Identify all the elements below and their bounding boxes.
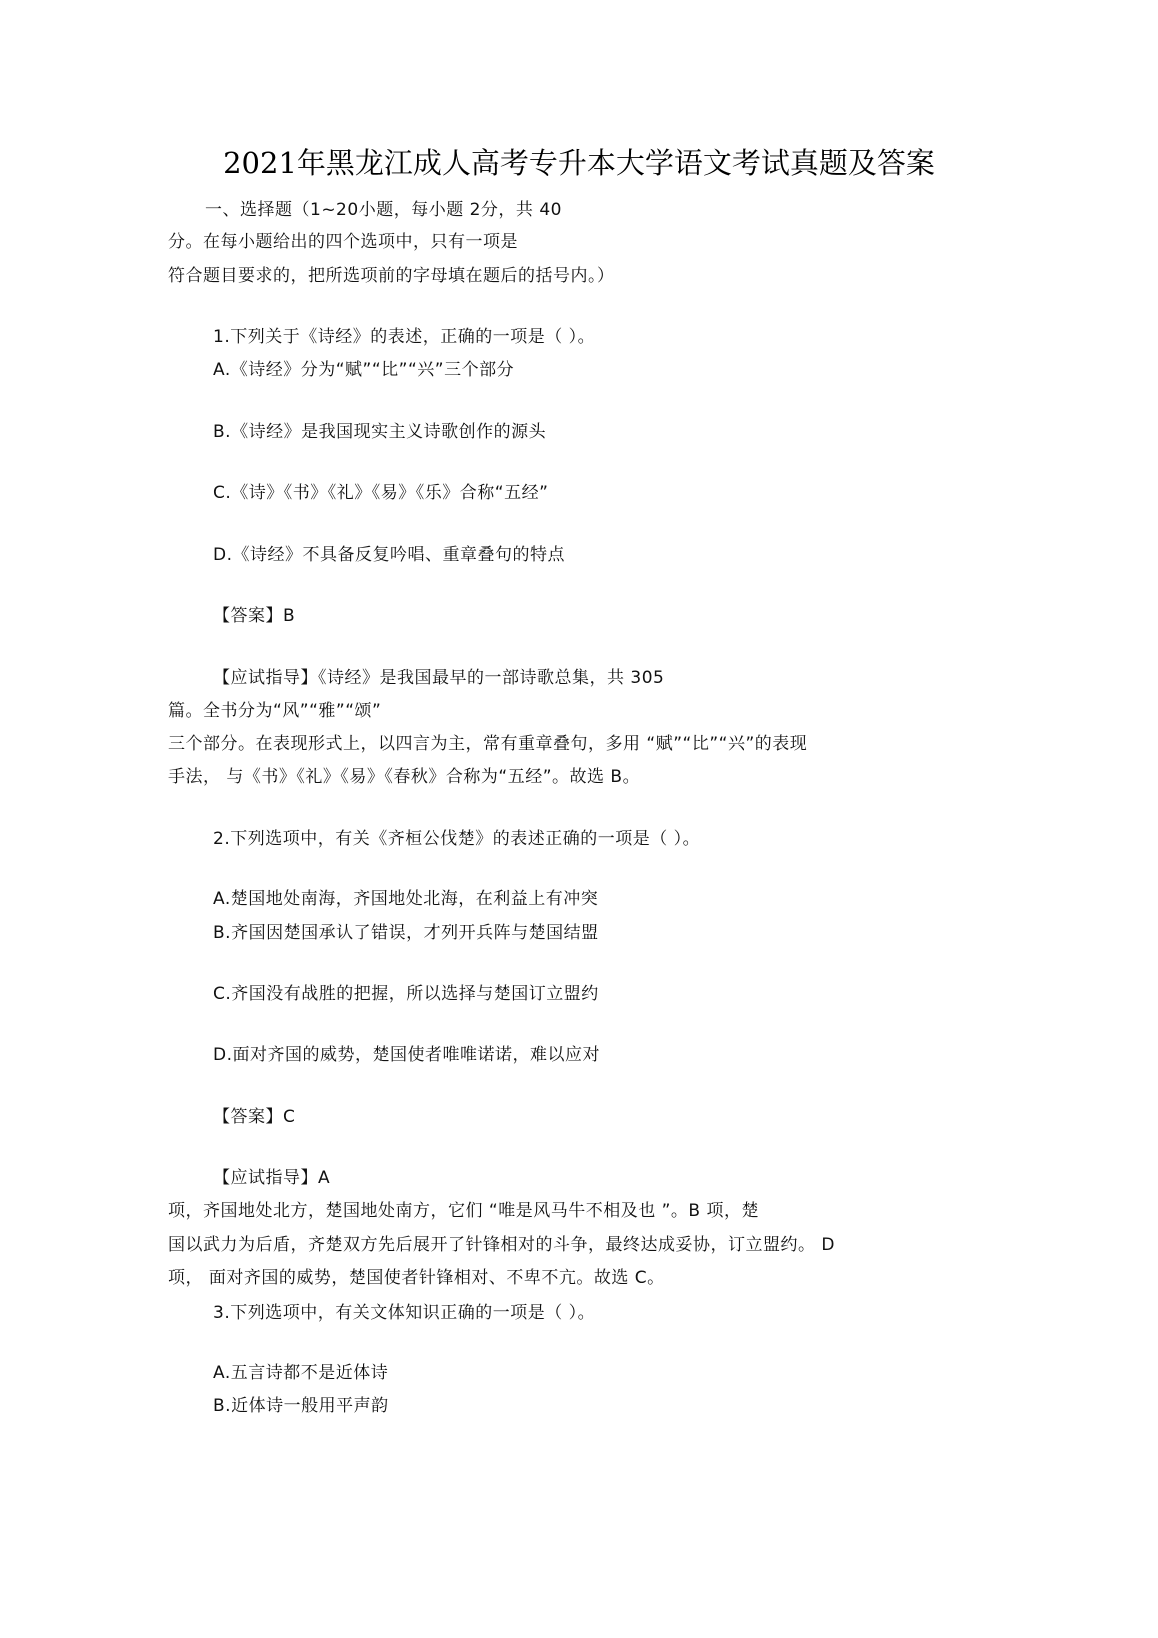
q3-option-b: B.近体诗一般用平声韵 xyxy=(213,1396,389,1416)
q2-guide: 项， 面对齐国的威势，楚国使者针锋相对、不卑不亢。故选 C。 xyxy=(168,1268,665,1288)
q1-guide: 三个部分。在表现形式上，以四言为主，常有重章叠句，多用 “赋”“比”“兴”的表现 xyxy=(168,734,808,754)
q2-answer: 【答案】C xyxy=(213,1107,296,1127)
question-1: 1.下列关于《诗经》的表述，正确的一项是（ ）。 xyxy=(213,327,596,347)
q2-option-b: B.齐国因楚国承认了错误，才列开兵阵与楚国结盟 xyxy=(213,923,599,943)
document-title: 2021年黑龙江成人高考专升本大学语文考试真题及答案 xyxy=(223,146,935,180)
q2-option-a: A.楚国地处南海，齐国地处北海，在利益上有冲突 xyxy=(213,889,599,909)
q1-option-b: B.《诗经》是我国现实主义诗歌创作的源头 xyxy=(213,422,547,442)
q1-option-d: D.《诗经》不具备反复吟唱、重章叠句的特点 xyxy=(213,545,565,565)
question-3: 3.下列选项中，有关文体知识正确的一项是（ ）。 xyxy=(213,1303,596,1323)
q2-guide: 国以武力为后盾，齐楚双方先后展开了针锋相对的斗争，最终达成妥协，订立盟约。 D xyxy=(168,1235,835,1255)
q3-option-a: A.五言诗都不是近体诗 xyxy=(213,1363,389,1383)
q1-guide: 【应试指导】《诗经》是我国最早的一部诗歌总集，共 305 xyxy=(213,668,665,688)
q1-guide: 手法， 与《书》《礼》《易》《春秋》合称为“五经”。故选 B。 xyxy=(168,767,641,787)
q1-guide: 篇。全书分为“风”“雅”“颂” xyxy=(168,701,382,721)
q2-guide: 项，齐国地处北方，楚国地处南方，它们 “唯是风马牛不相及也 ”。B 项，楚 xyxy=(168,1201,759,1221)
section-heading: 一、选择题（1~20小题，每小题 2分，共 40 xyxy=(205,200,562,220)
section-instructions: 分。在每小题给出的四个选项中，只有一项是 xyxy=(168,232,518,252)
q1-answer: 【答案】B xyxy=(213,606,296,626)
question-2: 2.下列选项中，有关《齐桓公伐楚》的表述正确的一项是（ ）。 xyxy=(213,829,701,849)
section-instructions: 符合题目要求的，把所选项前的字母填在题后的括号内。） xyxy=(168,266,615,286)
q2-guide: 【应试指导】A xyxy=(213,1168,331,1188)
q1-option-a: A.《诗经》分为“赋”“比”“兴”三个部分 xyxy=(213,360,515,380)
q2-option-c: C.齐国没有战胜的把握，所以选择与楚国订立盟约 xyxy=(213,984,599,1004)
q2-option-d: D.面对齐国的威势，楚国使者唯唯诺诺，难以应对 xyxy=(213,1045,600,1065)
q1-option-c: C.《诗》《书》《礼》《易》《乐》合称“五经” xyxy=(213,483,549,503)
